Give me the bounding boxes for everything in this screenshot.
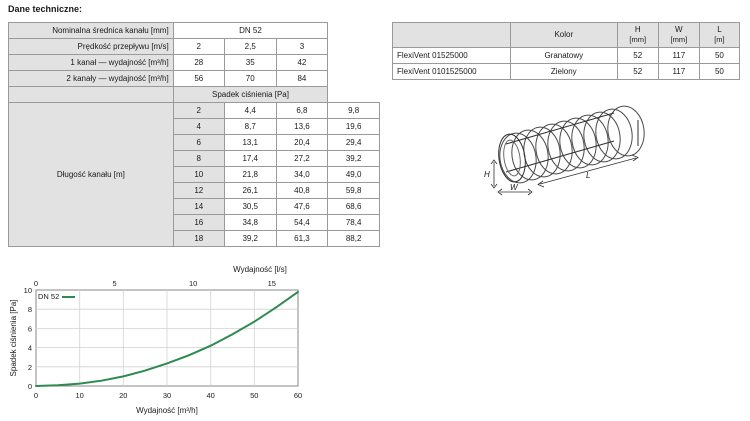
table-row [9, 103, 380, 119]
xtick: 50 [250, 391, 259, 400]
product-w: 117 [658, 48, 699, 64]
product-name: FlexiVent 01525000 [393, 48, 511, 64]
label-w: W [510, 183, 518, 192]
product-h: 52 [617, 64, 658, 80]
pressure-cell: 29,4 [328, 135, 380, 151]
product-w: 117 [658, 64, 699, 80]
y-axis-title: Spadek ciśnienia [Pa] [9, 299, 18, 377]
pressure-cell: 78,4 [328, 215, 380, 231]
length-value: 14 [173, 199, 224, 215]
pressure-cell: 26,1 [224, 183, 276, 199]
y-axis-ticks [24, 286, 32, 391]
length-value: 10 [173, 167, 224, 183]
ytick: 8 [27, 305, 32, 315]
product-name: FlexiVent 0101525000 [393, 64, 511, 80]
duct-drawing [460, 100, 700, 205]
pressure-cell: 4,4 [224, 103, 276, 119]
spec-value-dn: DN 52 [173, 23, 328, 39]
table-row [393, 48, 740, 64]
product-color: Granatowy [510, 48, 617, 64]
pressure-cell: 21,8 [224, 167, 276, 183]
table-row [9, 87, 380, 103]
pressure-cell: 47,6 [276, 199, 328, 215]
pressure-cell: 9,8 [328, 103, 380, 119]
product-color: Zielony [510, 64, 617, 80]
x-axis-title-top: Wydajność [l/s] [233, 265, 287, 274]
xtick-top: 5 [112, 279, 117, 288]
header-l [699, 23, 739, 48]
pressure-cell: 54,4 [276, 215, 328, 231]
ytick: 2 [27, 362, 32, 372]
length-value: 8 [173, 151, 224, 167]
xtick: 0 [33, 391, 39, 400]
pressure-cell: 17,4 [224, 151, 276, 167]
xtick-top: 0 [33, 279, 39, 288]
xtick: 20 [119, 391, 128, 400]
pressure-cell: 19,6 [328, 119, 380, 135]
pressure-drop-header: Spadek ciśnienia [Pa] [173, 87, 328, 103]
xtick-top: 10 [189, 279, 198, 288]
length-value: 2 [173, 103, 224, 119]
xtick: 10 [75, 391, 84, 400]
length-value: 4 [173, 119, 224, 135]
chart-svg [4, 262, 334, 417]
spec-cell: 56 [173, 71, 224, 87]
product-l: 50 [699, 48, 739, 64]
pressure-cell: 49,0 [328, 167, 380, 183]
table-header-row [393, 23, 740, 48]
header-product [393, 23, 511, 48]
spec-cell: 42 [276, 55, 328, 71]
length-value: 12 [173, 183, 224, 199]
spec-cell: 35 [224, 55, 276, 71]
legend-line-swatch [62, 296, 75, 298]
header-w-unit: [mm] [670, 35, 688, 44]
pressure-cell: 34,8 [224, 215, 276, 231]
pressure-cell: 68,6 [328, 199, 380, 215]
label-h: H [484, 170, 490, 179]
length-value: 18 [173, 231, 224, 247]
header-w [658, 23, 699, 48]
ytick: 4 [27, 343, 32, 353]
spec-table-body [9, 23, 380, 247]
pressure-cell: 30,5 [224, 199, 276, 215]
pressure-cell: 13,1 [224, 135, 276, 151]
ytick: 6 [27, 324, 32, 334]
spec-label-velocity: Prędkość przepływu [m/s] [9, 39, 174, 55]
ytick: 0 [27, 382, 32, 391]
pressure-cell: 34,0 [276, 167, 328, 183]
duct-length-label: Długość kanału [m] [9, 103, 174, 247]
length-value: 6 [173, 135, 224, 151]
product-l: 50 [699, 64, 739, 80]
header-color: Kolor [510, 23, 617, 48]
pressure-cell: 59,8 [328, 183, 380, 199]
length-value: 16 [173, 215, 224, 231]
xtick: 40 [206, 391, 215, 400]
header-h-name: H [634, 25, 641, 34]
header-h-unit: [mm] [629, 35, 647, 44]
header-w-name: W [675, 25, 683, 34]
page-title: Dane techniczne: [8, 4, 83, 14]
pressure-cell: 39,2 [328, 151, 380, 167]
spec-label-one-duct: 1 kanał — wydajność [m³/h] [9, 55, 174, 71]
technical-spec-table [8, 22, 380, 247]
spec-cell: 70 [224, 71, 276, 87]
x-axis-ticks-bottom [34, 391, 302, 400]
pressure-cell: 6,8 [276, 103, 328, 119]
table-row [9, 23, 380, 39]
table-row [9, 71, 380, 87]
xtick-top: 15 [267, 279, 276, 288]
x-axis-ticks-top [34, 279, 276, 288]
spec-label-two-ducts: 2 kanały — wydajność [m³/h] [9, 71, 174, 87]
legend-label: DN 52 [38, 292, 60, 301]
pressure-cell: 40,8 [276, 183, 328, 199]
xtick: 30 [162, 391, 172, 400]
x-axis-title: Wydajność [m³/h] [136, 406, 198, 415]
ytick: 10 [23, 286, 32, 295]
table-row [393, 64, 740, 80]
product-illustration [460, 100, 700, 205]
product-color-table [392, 22, 740, 80]
spec-cell: 84 [276, 71, 328, 87]
duct-ribs [497, 104, 648, 186]
pressure-cell: 20,4 [276, 135, 328, 151]
product-h: 52 [617, 48, 658, 64]
spec-cell: 2 [173, 39, 224, 55]
spec-label-dn: Nominalna średnica kanału [mm] [9, 23, 174, 39]
spec-cell: 3 [276, 39, 328, 55]
color-table-body [393, 23, 740, 80]
xtick: 60 [293, 391, 303, 400]
table-row [9, 39, 380, 55]
pressure-drop-chart [4, 262, 334, 417]
chart-legend [38, 292, 75, 301]
spec-cell: 2,5 [224, 39, 276, 55]
header-l-unit: [m] [714, 35, 725, 44]
spec-cell: 28 [173, 55, 224, 71]
pressure-cell: 8,7 [224, 119, 276, 135]
pressure-cell: 27,2 [276, 151, 328, 167]
pressure-cell: 13,6 [276, 119, 328, 135]
label-l: L [586, 171, 591, 180]
pressure-cell: 61,3 [276, 231, 328, 247]
header-l-name: L [717, 25, 722, 34]
table-row [9, 55, 380, 71]
spacer-cell [9, 87, 174, 103]
pressure-cell: 88,2 [328, 231, 380, 247]
dimension-labels [484, 170, 590, 192]
pressure-cell: 39,2 [224, 231, 276, 247]
header-h [617, 23, 658, 48]
